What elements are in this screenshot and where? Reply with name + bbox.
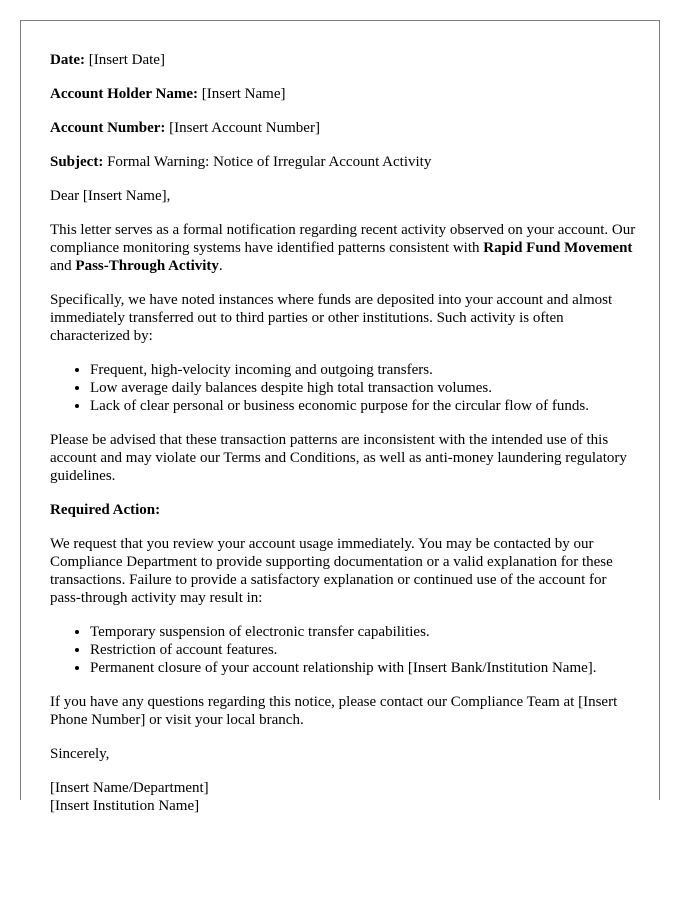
list-item: • Temporary suspension of electronic transfer capabilities. [90, 623, 640, 641]
consequences-list [50, 623, 640, 677]
required-action-heading [50, 501, 640, 519]
subject-value: Formal Warning: Notice of Irregular Account Activity [107, 154, 432, 170]
specifics-paragraph: Specifically, we have noted instances where funds are deposited into your account and almost immediately transferred out to third parties or other institutions. Such activity is often characterized by: [50, 292, 613, 344]
intro-period: . [218, 258, 223, 274]
letter-body [50, 51, 640, 815]
closing: Sincerely, [50, 746, 110, 762]
request-paragraph: We request that you review your account usage immediately. You may be contacted by our Compliance Department to provide supporting documentation or a valid explanation for these transactions. Failure to provide a satisfactory explanation or continued use of the account for pass-through activity may result in: [50, 536, 613, 606]
account-number-line [50, 119, 640, 137]
signature-institution: [Insert Institution Name] [50, 798, 200, 814]
subject-line [50, 153, 640, 171]
intro-paragraph [50, 221, 640, 275]
account-number-value: [Insert Account Number] [169, 120, 320, 136]
account-holder-line [50, 85, 640, 103]
intro-bold-rapid-fund-movement: Rapid Fund Movement [483, 240, 633, 256]
list-item: • Low average daily balances despite high total transaction volumes. [90, 379, 640, 397]
list-item: • Frequent, high-velocity incoming and outgoing transfers. [90, 361, 640, 379]
intro-bold-pass-through-activity: Pass-Through Activity [75, 258, 219, 274]
account-number-label: Account Number: [50, 120, 166, 136]
subject-label: Subject: [50, 154, 104, 170]
list-item: • Permanent closure of your account relationship with [Insert Bank/Institution Name]. [90, 659, 640, 677]
advisory-paragraph: Please be advised that these transaction patterns are inconsistent with the intended use of this account and may violate our Terms and Conditions, as well as anti-money laundering regulatory guidelines. [50, 432, 627, 484]
intro-text: This letter serves as a formal notification regarding recent activity observed on your account. Our compliance monitoring systems have identified patterns consistent with [50, 222, 636, 256]
salutation: Dear [Insert Name], [50, 188, 171, 204]
characteristics-list [50, 361, 640, 415]
account-holder-label: Account Holder Name: [50, 86, 199, 102]
date-value: [Insert Date] [88, 52, 165, 68]
contact-paragraph: If you have any questions regarding this notice, please contact our Compliance Team at [Insert Phone Number] or visit your local branch. [50, 694, 618, 728]
signature-name-department: [Insert Name/Department] [50, 780, 209, 796]
account-holder-value: [Insert Name] [201, 86, 286, 102]
required-action-label: Required Action: [50, 502, 161, 518]
intro-and: and [50, 258, 72, 274]
date-line [50, 51, 640, 69]
letter-page [20, 20, 660, 814]
list-item: • Restriction of account features. [90, 641, 640, 659]
date-label: Date: [50, 52, 85, 68]
list-item: • Lack of clear personal or business economic purpose for the circular flow of funds. [90, 397, 640, 415]
